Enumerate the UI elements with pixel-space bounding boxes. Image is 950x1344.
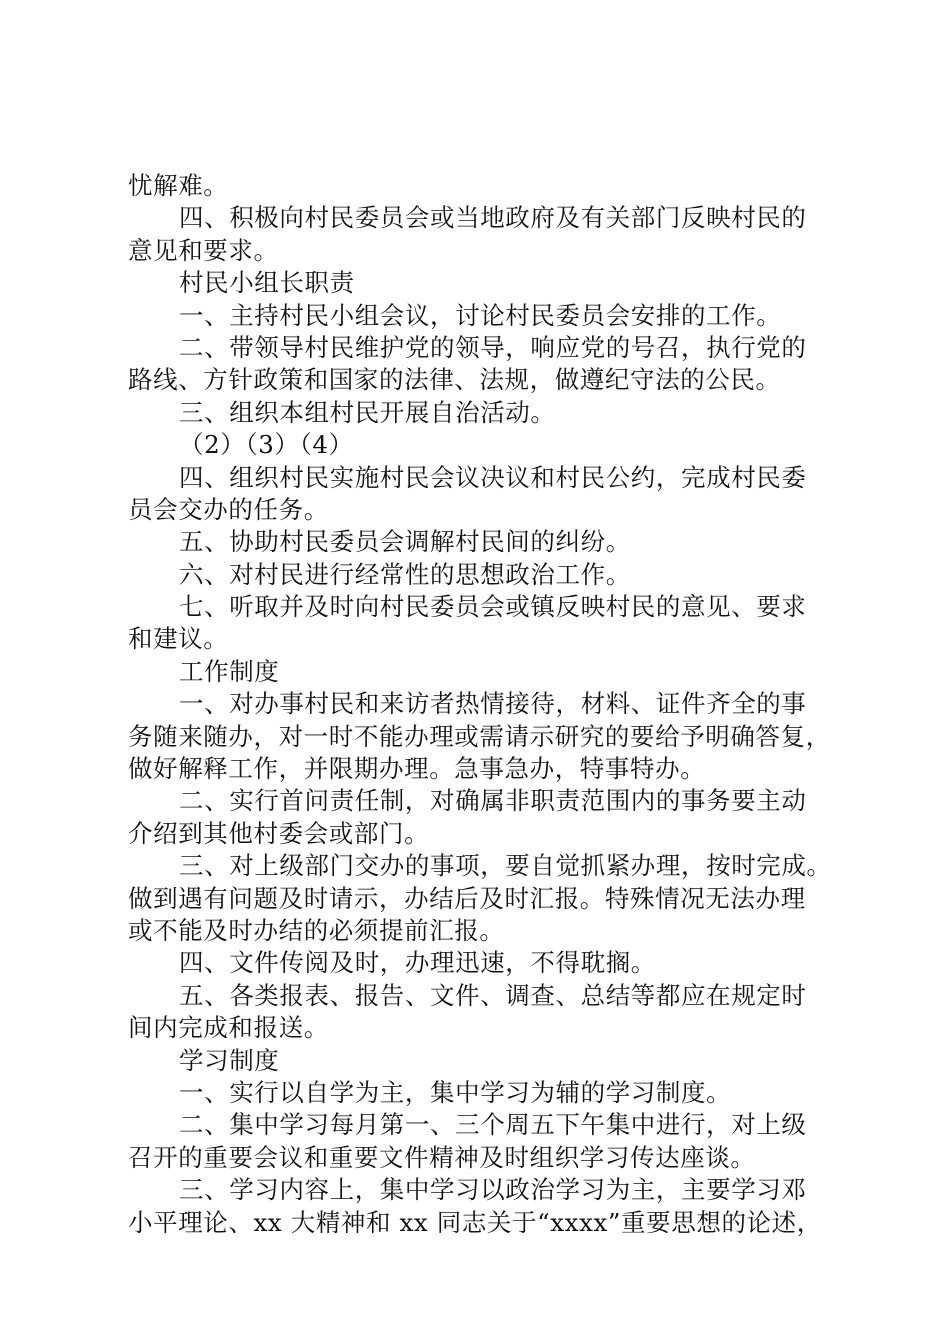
paragraph-line: 二、实行首问责任制，对确属非职责范围内的事务要主动 [179, 786, 807, 816]
paragraph-line: 三、组织本组村民开展自治活动。 [179, 397, 556, 427]
section-heading: 学习制度 [179, 1045, 280, 1075]
paragraph-line: 四、组织村民实施村民会议决议和村民公约，完成村民委 [179, 462, 807, 492]
paragraph-line: 间内完成和报送。 [128, 1013, 329, 1043]
paragraph-line: 务随来随办，对一时不能办理或需请示研究的要给予明确答复， [128, 721, 831, 751]
paragraph-line: 路线、方针政策和国家的法律、法规，做遵纪守法的公民。 [128, 365, 781, 395]
paragraph-line: 做到遇有问题及时请示，办结后及时汇报。特殊情况无法办理 [128, 883, 806, 913]
paragraph-line: 召开的重要会议和重要文件精神及时组织学习传达座谈。 [128, 1142, 756, 1172]
paragraph-line: 三、对上级部门交办的事项，要自觉抓紧办理，按时完成。 [179, 851, 832, 881]
paragraph-line: 员会交办的任务。 [128, 494, 329, 524]
section-heading: 工作制度 [179, 656, 280, 686]
document-body [128, 170, 838, 1239]
paragraph-line: 五、协助村民委员会调解村民间的纠纷。 [179, 527, 631, 557]
section-heading: 村民小组长职责 [179, 268, 355, 298]
paragraph-line: 一、主持村民小组会议，讨论村民委员会安排的工作。 [179, 300, 782, 330]
paragraph-line: 七、听取并及时向村民委员会或镇反映村民的意见、要求 [179, 592, 807, 622]
paragraph-line: 四、文件传阅及时，办理迅速，不得耽搁。 [179, 948, 656, 978]
paragraph-line: 一、对办事村民和来访者热情接待，材料、证件齐全的事 [179, 689, 807, 719]
paragraph-line: 四、积极向村民委员会或当地政府及有关部门反映村民的 [179, 203, 807, 233]
paragraph-line: 二、集中学习每月第一、三个周五下午集中进行，对上级 [179, 1110, 807, 1140]
paragraph-line: 介绍到其他村委会或部门。 [128, 818, 430, 848]
paragraph-line: 小平理论、xx 大精神和 xx 同志关于“xxxx”重要思想的论述， [128, 1207, 822, 1237]
paragraph-line: 六、对村民进行经常性的思想政治工作。 [179, 559, 631, 589]
paragraph-line: 五、各类报表、报告、文件、调查、总结等都应在规定时 [179, 980, 807, 1010]
paragraph-line: 一、实行以自学为主，集中学习为辅的学习制度。 [179, 1077, 732, 1107]
paragraph-line: （2）（3）（4） [179, 430, 354, 460]
paragraph-line: 或不能及时办结的必须提前汇报。 [128, 915, 505, 945]
paragraph-line: 忧解难。 [128, 171, 229, 200]
paragraph-line: 和建议。 [128, 624, 229, 654]
paragraph-line: 三、学习内容上，集中学习以政治学习为主，主要学习邓 [179, 1175, 807, 1205]
paragraph-line: 意见和要求。 [128, 235, 279, 265]
paragraph-line: 二、带领导村民维护党的领导，响应党的号召，执行党的 [179, 332, 807, 362]
paragraph-line: 做好解释工作，并限期办理。急事急办，特事特办。 [128, 754, 706, 784]
